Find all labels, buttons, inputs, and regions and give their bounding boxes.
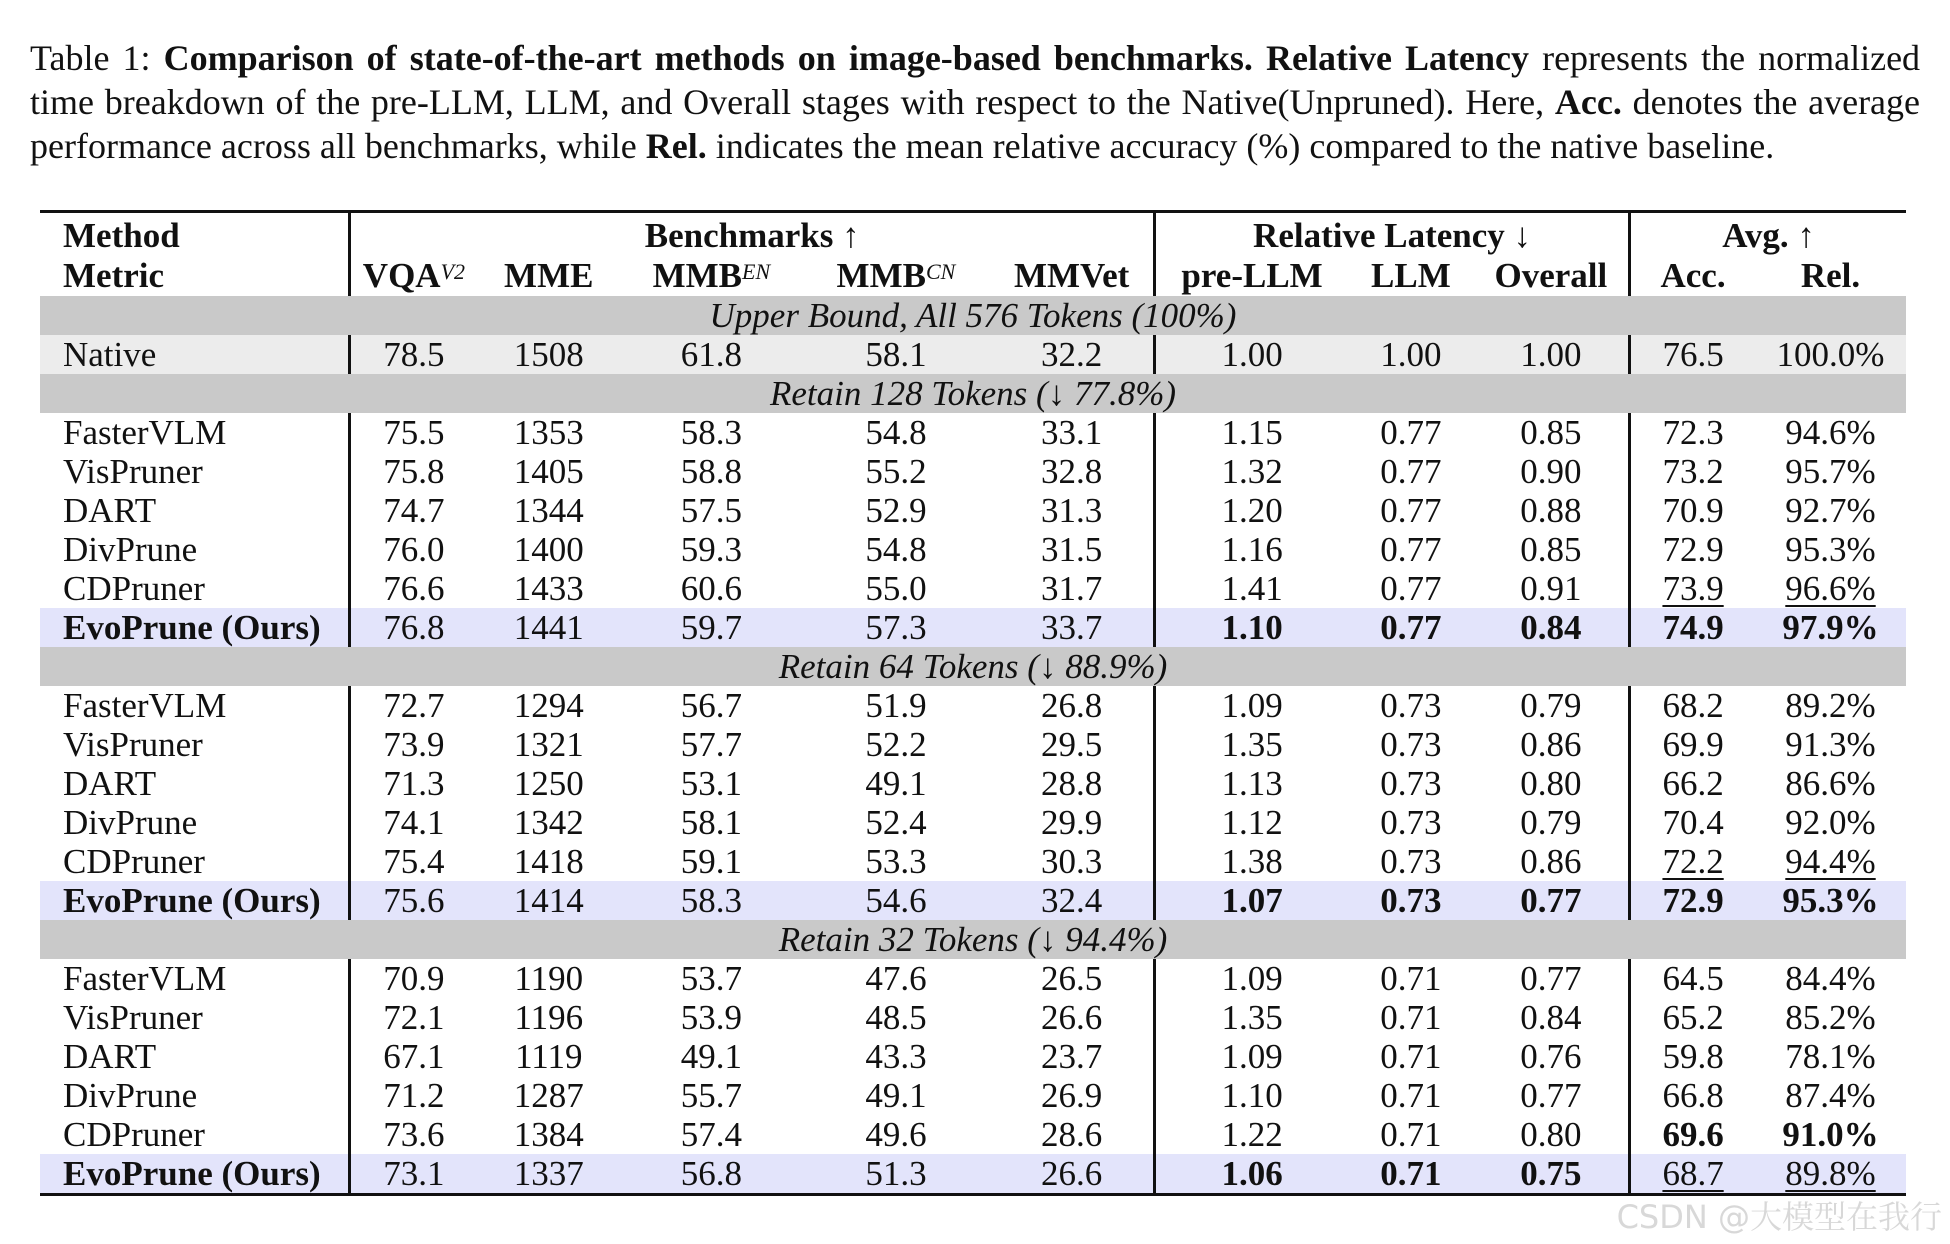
value-cell-acc: 66.8 <box>1630 1076 1755 1115</box>
value-cell-mmben: 58.3 <box>621 881 801 920</box>
value-cell-rel: 91.0% <box>1782 1115 1879 1154</box>
table-row <box>40 1154 1906 1193</box>
value-cell-pre: 1.09 <box>1154 959 1348 998</box>
value-cell-vqa: 71.3 <box>350 764 476 803</box>
value-cell-mmvet: 31.3 <box>1040 491 1103 530</box>
method-name-cell: CDPruner <box>63 569 205 608</box>
value-cell-mmbcn: 52.4 <box>865 803 927 842</box>
method-name-cell: CDPruner <box>63 1115 205 1154</box>
value-cell-mmvet: 30.3 <box>1040 842 1103 881</box>
value-cell-acc: 74.9 <box>1630 608 1755 647</box>
value-cell-ovr: 0.79 <box>1520 803 1582 842</box>
value-cell-mme: 1418 <box>513 842 584 881</box>
value-cell-acc: 72.3 <box>1630 413 1755 452</box>
value-cell-rel: 91.3% <box>1785 725 1876 764</box>
value-cell-vqa: 75.8 <box>350 452 476 491</box>
header-rel: Rel. <box>1800 256 1861 295</box>
method-name-cell: FasterVLM <box>63 413 227 452</box>
value-cell-vqa: 73.1 <box>350 1154 476 1193</box>
value-cell-mmben: 59.7 <box>621 608 801 647</box>
value-cell-mmben: 53.9 <box>680 998 743 1037</box>
value-cell-mmvet: 26.6 <box>990 1154 1154 1193</box>
value-cell-pre: 1.12 <box>1154 803 1348 842</box>
section-title: Retain 32 Tokens (↓ 94.4%) <box>40 920 1906 959</box>
section-header-row <box>40 920 1906 959</box>
value-cell-ovr: 0.86 <box>1520 725 1582 764</box>
value-cell-mmben: 58.1 <box>680 803 743 842</box>
value-cell-llm: 0.71 <box>1380 1076 1442 1115</box>
value-cell-ovr: 0.80 <box>1520 1115 1582 1154</box>
value-cell-llm: 0.71 <box>1380 1037 1442 1076</box>
value-cell-pre: 1.32 <box>1154 452 1348 491</box>
method-name-cell: DivPrune <box>63 803 198 842</box>
table-row <box>40 413 1906 452</box>
section-title: Retain 128 Tokens (↓ 77.8%) <box>40 374 1906 413</box>
value-cell-mme: 1414 <box>476 881 621 920</box>
value-cell-acc: 59.8 <box>1630 1037 1755 1076</box>
method-name-cell: Native <box>40 335 350 374</box>
value-cell-mmbcn: 51.9 <box>865 686 927 725</box>
header-row-groups <box>40 213 1906 256</box>
caption-relative-latency: Relative Latency <box>1266 38 1529 78</box>
value-cell-mmben: 58.8 <box>680 452 743 491</box>
value-cell-acc: 70.9 <box>1630 491 1755 530</box>
method-name-cell: DART <box>63 1037 157 1076</box>
value-cell-mme: 1190 <box>514 959 584 998</box>
value-cell-llm: 0.77 <box>1348 608 1473 647</box>
value-cell-pre: 1.41 <box>1154 569 1348 608</box>
value-cell-vqa: 73.9 <box>350 725 476 764</box>
method-name-cell: VisPruner <box>63 998 203 1037</box>
value-cell-rel: 94.6% <box>1785 413 1876 452</box>
method-name-cell: EvoPrune (Ours) <box>40 1154 350 1193</box>
value-cell-acc: 72.9 <box>1630 881 1755 920</box>
value-cell-mmbcn: 52.9 <box>865 491 927 530</box>
section-header-row <box>40 647 1906 686</box>
value-cell-mme: 1294 <box>513 686 584 725</box>
value-cell-pre: 1.35 <box>1154 998 1348 1037</box>
value-cell-pre: 1.22 <box>1154 1115 1348 1154</box>
value-cell-mmbcn: 43.3 <box>865 1037 927 1076</box>
table-row <box>40 335 1906 374</box>
value-cell-pre: 1.10 <box>1154 608 1348 647</box>
value-cell-ovr: 0.85 <box>1520 530 1582 569</box>
header-row-metrics <box>40 256 1906 296</box>
value-cell-pre: 1.09 <box>1154 686 1348 725</box>
value-cell-llm: 0.73 <box>1348 881 1473 920</box>
value-cell-vqa: 70.9 <box>350 959 476 998</box>
table-row <box>40 764 1906 803</box>
value-cell-ovr: 0.91 <box>1520 569 1582 608</box>
value-cell-llm: 0.77 <box>1380 413 1442 452</box>
value-cell-rel: 95.7% <box>1785 452 1876 491</box>
caption-acc: Acc. <box>1554 82 1622 122</box>
value-cell-pre: 1.07 <box>1154 881 1348 920</box>
value-cell-mmvet: 26.5 <box>1040 959 1103 998</box>
value-cell-llm: 0.77 <box>1380 491 1442 530</box>
value-cell-vqa: 78.5 <box>350 335 476 374</box>
value-cell-mmvet: 31.5 <box>1040 530 1103 569</box>
table-row <box>40 569 1906 608</box>
caption-text-1: represents the normalized time breakdown of the pre-LLM, LLM, and Overall stages with respect to the Native(Unpruned). Here, <box>30 38 1921 122</box>
table-row <box>40 530 1906 569</box>
value-cell-mmben: 56.8 <box>621 1154 801 1193</box>
value-cell-llm: 0.77 <box>1380 530 1442 569</box>
table-row <box>40 608 1906 647</box>
value-cell-mmbcn: 55.0 <box>865 569 927 608</box>
value-cell-mmvet: 26.9 <box>1040 1076 1103 1115</box>
value-cell-mme: 1196 <box>514 998 584 1037</box>
value-cell-ovr: 0.84 <box>1474 608 1630 647</box>
value-cell-vqa: 75.4 <box>350 842 476 881</box>
value-cell-acc: 68.7 <box>1630 1154 1755 1193</box>
value-cell-mmben: 59.3 <box>680 530 743 569</box>
table-row <box>40 803 1906 842</box>
table-row <box>40 842 1906 881</box>
table-row <box>40 1115 1906 1154</box>
value-cell-pre: 1.16 <box>1154 530 1348 569</box>
value-cell-mmbcn: 53.3 <box>865 842 927 881</box>
value-cell-rel: 87.4% <box>1785 1076 1876 1115</box>
table-row <box>40 998 1906 1037</box>
value-cell-vqa: 76.0 <box>350 530 476 569</box>
value-cell-acc: 72.2 <box>1630 842 1755 881</box>
caption-label: Table 1: <box>30 38 151 78</box>
value-cell-vqa: 72.7 <box>350 686 476 725</box>
header-mme: MME <box>504 256 594 295</box>
method-name-cell: DivPrune <box>63 1076 198 1115</box>
value-cell-mmvet: 28.8 <box>1040 764 1103 803</box>
value-cell-pre: 1.20 <box>1154 491 1348 530</box>
value-cell-mmben: 53.1 <box>680 764 743 803</box>
value-cell-acc: 73.2 <box>1630 452 1755 491</box>
value-cell-mmbcn: 51.3 <box>802 1154 991 1193</box>
value-cell-llm: 0.71 <box>1380 1115 1442 1154</box>
table-row <box>40 725 1906 764</box>
value-cell-ovr: 0.86 <box>1520 842 1582 881</box>
value-cell-mmben: 53.7 <box>680 959 743 998</box>
watermark: CSDN @大模型在我行 <box>1616 1198 1942 1236</box>
value-cell-llm: 0.73 <box>1380 842 1442 881</box>
header-pre-llm: pre-LLM <box>1154 256 1348 296</box>
value-cell-ovr: 0.80 <box>1520 764 1582 803</box>
value-cell-ovr: 0.84 <box>1520 998 1582 1037</box>
header-method: Method <box>63 216 180 255</box>
value-cell-vqa: 67.1 <box>350 1037 476 1076</box>
value-cell-ovr: 0.90 <box>1520 452 1582 491</box>
section-title: Upper Bound, All 576 Tokens (100%) <box>40 296 1906 335</box>
value-cell-mmben: 61.8 <box>621 335 801 374</box>
value-cell-llm: 0.73 <box>1380 803 1442 842</box>
value-cell-rel: 89.8% <box>1755 1154 1906 1193</box>
value-cell-pre: 1.09 <box>1154 1037 1348 1076</box>
value-cell-llm: 0.73 <box>1380 686 1442 725</box>
header-mmvet: MMVet <box>1013 256 1130 295</box>
caption-text-2: denotes the average performance across all benchmarks, while <box>30 82 1921 166</box>
value-cell-mmben: 58.3 <box>680 413 743 452</box>
method-name-cell: EvoPrune (Ours) <box>40 881 350 920</box>
value-cell-mmvet: 33.7 <box>990 608 1154 647</box>
header-overall: Overall <box>1494 256 1608 295</box>
value-cell-acc: 69.9 <box>1630 725 1755 764</box>
method-name-cell: CDPruner <box>63 842 205 881</box>
value-cell-mmvet: 31.7 <box>1040 569 1103 608</box>
value-cell-mmvet: 33.1 <box>1040 413 1103 452</box>
value-cell-pre: 1.38 <box>1154 842 1348 881</box>
value-cell-mmvet: 23.7 <box>1040 1037 1103 1076</box>
value-cell-vqa: 74.7 <box>350 491 476 530</box>
value-cell-ovr: 0.88 <box>1520 491 1582 530</box>
value-cell-mmbcn: 49.1 <box>865 764 927 803</box>
value-cell-llm: 0.71 <box>1348 1154 1473 1193</box>
value-cell-ovr: 0.75 <box>1474 1154 1630 1193</box>
value-cell-mme: 1508 <box>476 335 621 374</box>
value-cell-mmvet: 32.8 <box>1040 452 1103 491</box>
value-cell-mmvet: 32.2 <box>990 335 1154 374</box>
value-cell-rel: 89.2% <box>1785 686 1876 725</box>
value-cell-vqa: 76.8 <box>350 608 476 647</box>
value-cell-ovr: 0.79 <box>1520 686 1582 725</box>
value-cell-mmbcn: 54.6 <box>802 881 991 920</box>
table-row <box>40 1076 1906 1115</box>
value-cell-mmben: 57.4 <box>680 1115 743 1154</box>
value-cell-llm: 0.73 <box>1380 725 1442 764</box>
results-table <box>40 210 1906 1196</box>
value-cell-rel: 78.1% <box>1785 1037 1876 1076</box>
table-row <box>40 1037 1906 1076</box>
value-cell-rel: 92.7% <box>1785 491 1876 530</box>
value-cell-mme: 1433 <box>513 569 584 608</box>
value-cell-vqa: 74.1 <box>350 803 476 842</box>
header-relative-latency: Relative Latency ↓ <box>1154 213 1629 256</box>
value-cell-mmbcn: 57.3 <box>802 608 991 647</box>
value-cell-mme: 1353 <box>513 413 584 452</box>
header-mmb-en: $MMB^{EN}$ <box>652 256 771 295</box>
value-cell-acc: 70.4 <box>1630 803 1755 842</box>
value-cell-mme: 1342 <box>513 803 584 842</box>
value-cell-rel: 95.3% <box>1785 530 1876 569</box>
value-cell-pre: 1.15 <box>1154 413 1348 452</box>
table-row <box>40 491 1906 530</box>
table-row <box>40 686 1906 725</box>
header-vqa: $VQA^{V2}$ <box>350 256 476 296</box>
value-cell-acc: 68.2 <box>1630 686 1755 725</box>
header-benchmarks: Benchmarks ↑ <box>350 213 1155 256</box>
value-cell-mmbcn: 52.2 <box>865 725 927 764</box>
value-cell-mmvet: 26.6 <box>1040 998 1103 1037</box>
value-cell-acc: 64.5 <box>1630 959 1755 998</box>
value-cell-acc: 65.2 <box>1630 998 1755 1037</box>
value-cell-mme: 1344 <box>513 491 584 530</box>
method-name-cell: VisPruner <box>63 452 203 491</box>
value-cell-acc: 69.6 <box>1630 1115 1755 1154</box>
method-name-cell: FasterVLM <box>63 959 227 998</box>
value-cell-vqa: 73.6 <box>350 1115 476 1154</box>
value-cell-mmben: 49.1 <box>680 1037 743 1076</box>
value-cell-llm: 0.77 <box>1380 569 1442 608</box>
value-cell-ovr: 0.76 <box>1520 1037 1582 1076</box>
table-row <box>40 959 1906 998</box>
value-cell-mmben: 56.7 <box>680 686 743 725</box>
value-cell-mme: 1441 <box>476 608 621 647</box>
table-row <box>40 881 1906 920</box>
caption-rel: Rel. <box>645 126 707 166</box>
value-cell-vqa: 72.1 <box>350 998 476 1037</box>
value-cell-mmben: 55.7 <box>680 1076 743 1115</box>
value-cell-llm: 0.77 <box>1380 452 1442 491</box>
value-cell-acc: 72.9 <box>1630 530 1755 569</box>
value-cell-vqa: 75.6 <box>350 881 476 920</box>
value-cell-mmvet: 28.6 <box>1040 1115 1103 1154</box>
value-cell-rel: 85.2% <box>1785 998 1876 1037</box>
header-llm: LLM <box>1371 256 1451 295</box>
value-cell-mmvet: 29.5 <box>1040 725 1103 764</box>
value-cell-ovr: 0.77 <box>1474 881 1630 920</box>
method-name-cell: DivPrune <box>63 530 198 569</box>
table-row <box>40 452 1906 491</box>
value-cell-llm: 0.71 <box>1380 959 1442 998</box>
value-cell-acc: 66.2 <box>1630 764 1755 803</box>
header-mmb-cn: $MMB^{CN}$ <box>836 256 956 295</box>
header-metric: Metric <box>63 256 165 295</box>
value-cell-mmbcn: 47.6 <box>865 959 927 998</box>
value-cell-mmvet: 29.9 <box>1040 803 1103 842</box>
value-cell-mmvet: 26.8 <box>1040 686 1103 725</box>
method-name-cell: EvoPrune (Ours) <box>40 608 350 647</box>
value-cell-rel: 86.6% <box>1785 764 1876 803</box>
value-cell-mme: 1337 <box>476 1154 621 1193</box>
value-cell-mme: 1321 <box>513 725 584 764</box>
header-acc: Acc. <box>1630 256 1755 296</box>
value-cell-rel: 100.0% <box>1755 335 1906 374</box>
value-cell-mme: 1119 <box>515 1037 583 1076</box>
value-cell-mmben: 60.6 <box>680 569 743 608</box>
value-cell-mmbcn: 49.6 <box>865 1115 927 1154</box>
value-cell-acc: 73.9 <box>1630 569 1755 608</box>
value-cell-mmbcn: 48.5 <box>865 998 927 1037</box>
method-name-cell: VisPruner <box>63 725 203 764</box>
method-name-cell: FasterVLM <box>63 686 227 725</box>
section-header-row <box>40 374 1906 413</box>
value-cell-acc: 76.5 <box>1630 335 1755 374</box>
value-cell-rel: 94.4% <box>1785 842 1876 881</box>
value-cell-pre: 1.35 <box>1154 725 1348 764</box>
value-cell-ovr: 1.00 <box>1474 335 1630 374</box>
value-cell-mmbcn: 58.1 <box>802 335 991 374</box>
value-cell-pre: 1.06 <box>1154 1154 1348 1193</box>
table-caption <box>30 36 1920 168</box>
section-title: Retain 64 Tokens (↓ 88.9%) <box>40 647 1906 686</box>
caption-title: Comparison of state-of-the-art methods on image-based benchmarks. <box>163 38 1253 78</box>
value-cell-rel: 95.3% <box>1755 881 1906 920</box>
value-cell-rel: 92.0% <box>1785 803 1876 842</box>
value-cell-rel: 97.9% <box>1755 608 1906 647</box>
value-cell-mmvet: 32.4 <box>990 881 1154 920</box>
method-name-cell: DART <box>63 764 157 803</box>
value-cell-mme: 1287 <box>513 1076 584 1115</box>
value-cell-mmben: 57.7 <box>680 725 743 764</box>
section-header-row <box>40 296 1906 335</box>
value-cell-mmbcn: 54.8 <box>865 530 927 569</box>
value-cell-mmbcn: 49.1 <box>865 1076 927 1115</box>
value-cell-mme: 1384 <box>513 1115 584 1154</box>
value-cell-vqa: 71.2 <box>350 1076 476 1115</box>
value-cell-mmbcn: 54.8 <box>865 413 927 452</box>
value-cell-llm: 0.73 <box>1380 764 1442 803</box>
value-cell-ovr: 0.77 <box>1520 1076 1582 1115</box>
caption-text-3: indicates the mean relative accuracy (%) compared to the native baseline. <box>715 126 1775 166</box>
header-avg: Avg. ↑ <box>1630 213 1906 256</box>
value-cell-mme: 1405 <box>513 452 584 491</box>
value-cell-vqa: 75.5 <box>350 413 476 452</box>
value-cell-mmben: 59.1 <box>680 842 743 881</box>
method-name-cell: DART <box>63 491 157 530</box>
value-cell-mmben: 57.5 <box>680 491 743 530</box>
value-cell-pre: 1.13 <box>1154 764 1348 803</box>
value-cell-vqa: 76.6 <box>350 569 476 608</box>
value-cell-pre: 1.10 <box>1154 1076 1348 1115</box>
value-cell-ovr: 0.85 <box>1520 413 1582 452</box>
value-cell-llm: 0.71 <box>1380 998 1442 1037</box>
value-cell-ovr: 0.77 <box>1520 959 1582 998</box>
value-cell-mmbcn: 55.2 <box>865 452 927 491</box>
value-cell-mme: 1250 <box>513 764 584 803</box>
value-cell-rel: 96.6% <box>1785 569 1876 608</box>
value-cell-mme: 1400 <box>513 530 584 569</box>
value-cell-llm: 1.00 <box>1348 335 1473 374</box>
value-cell-rel: 84.4% <box>1785 959 1876 998</box>
value-cell-pre: 1.00 <box>1154 335 1348 374</box>
